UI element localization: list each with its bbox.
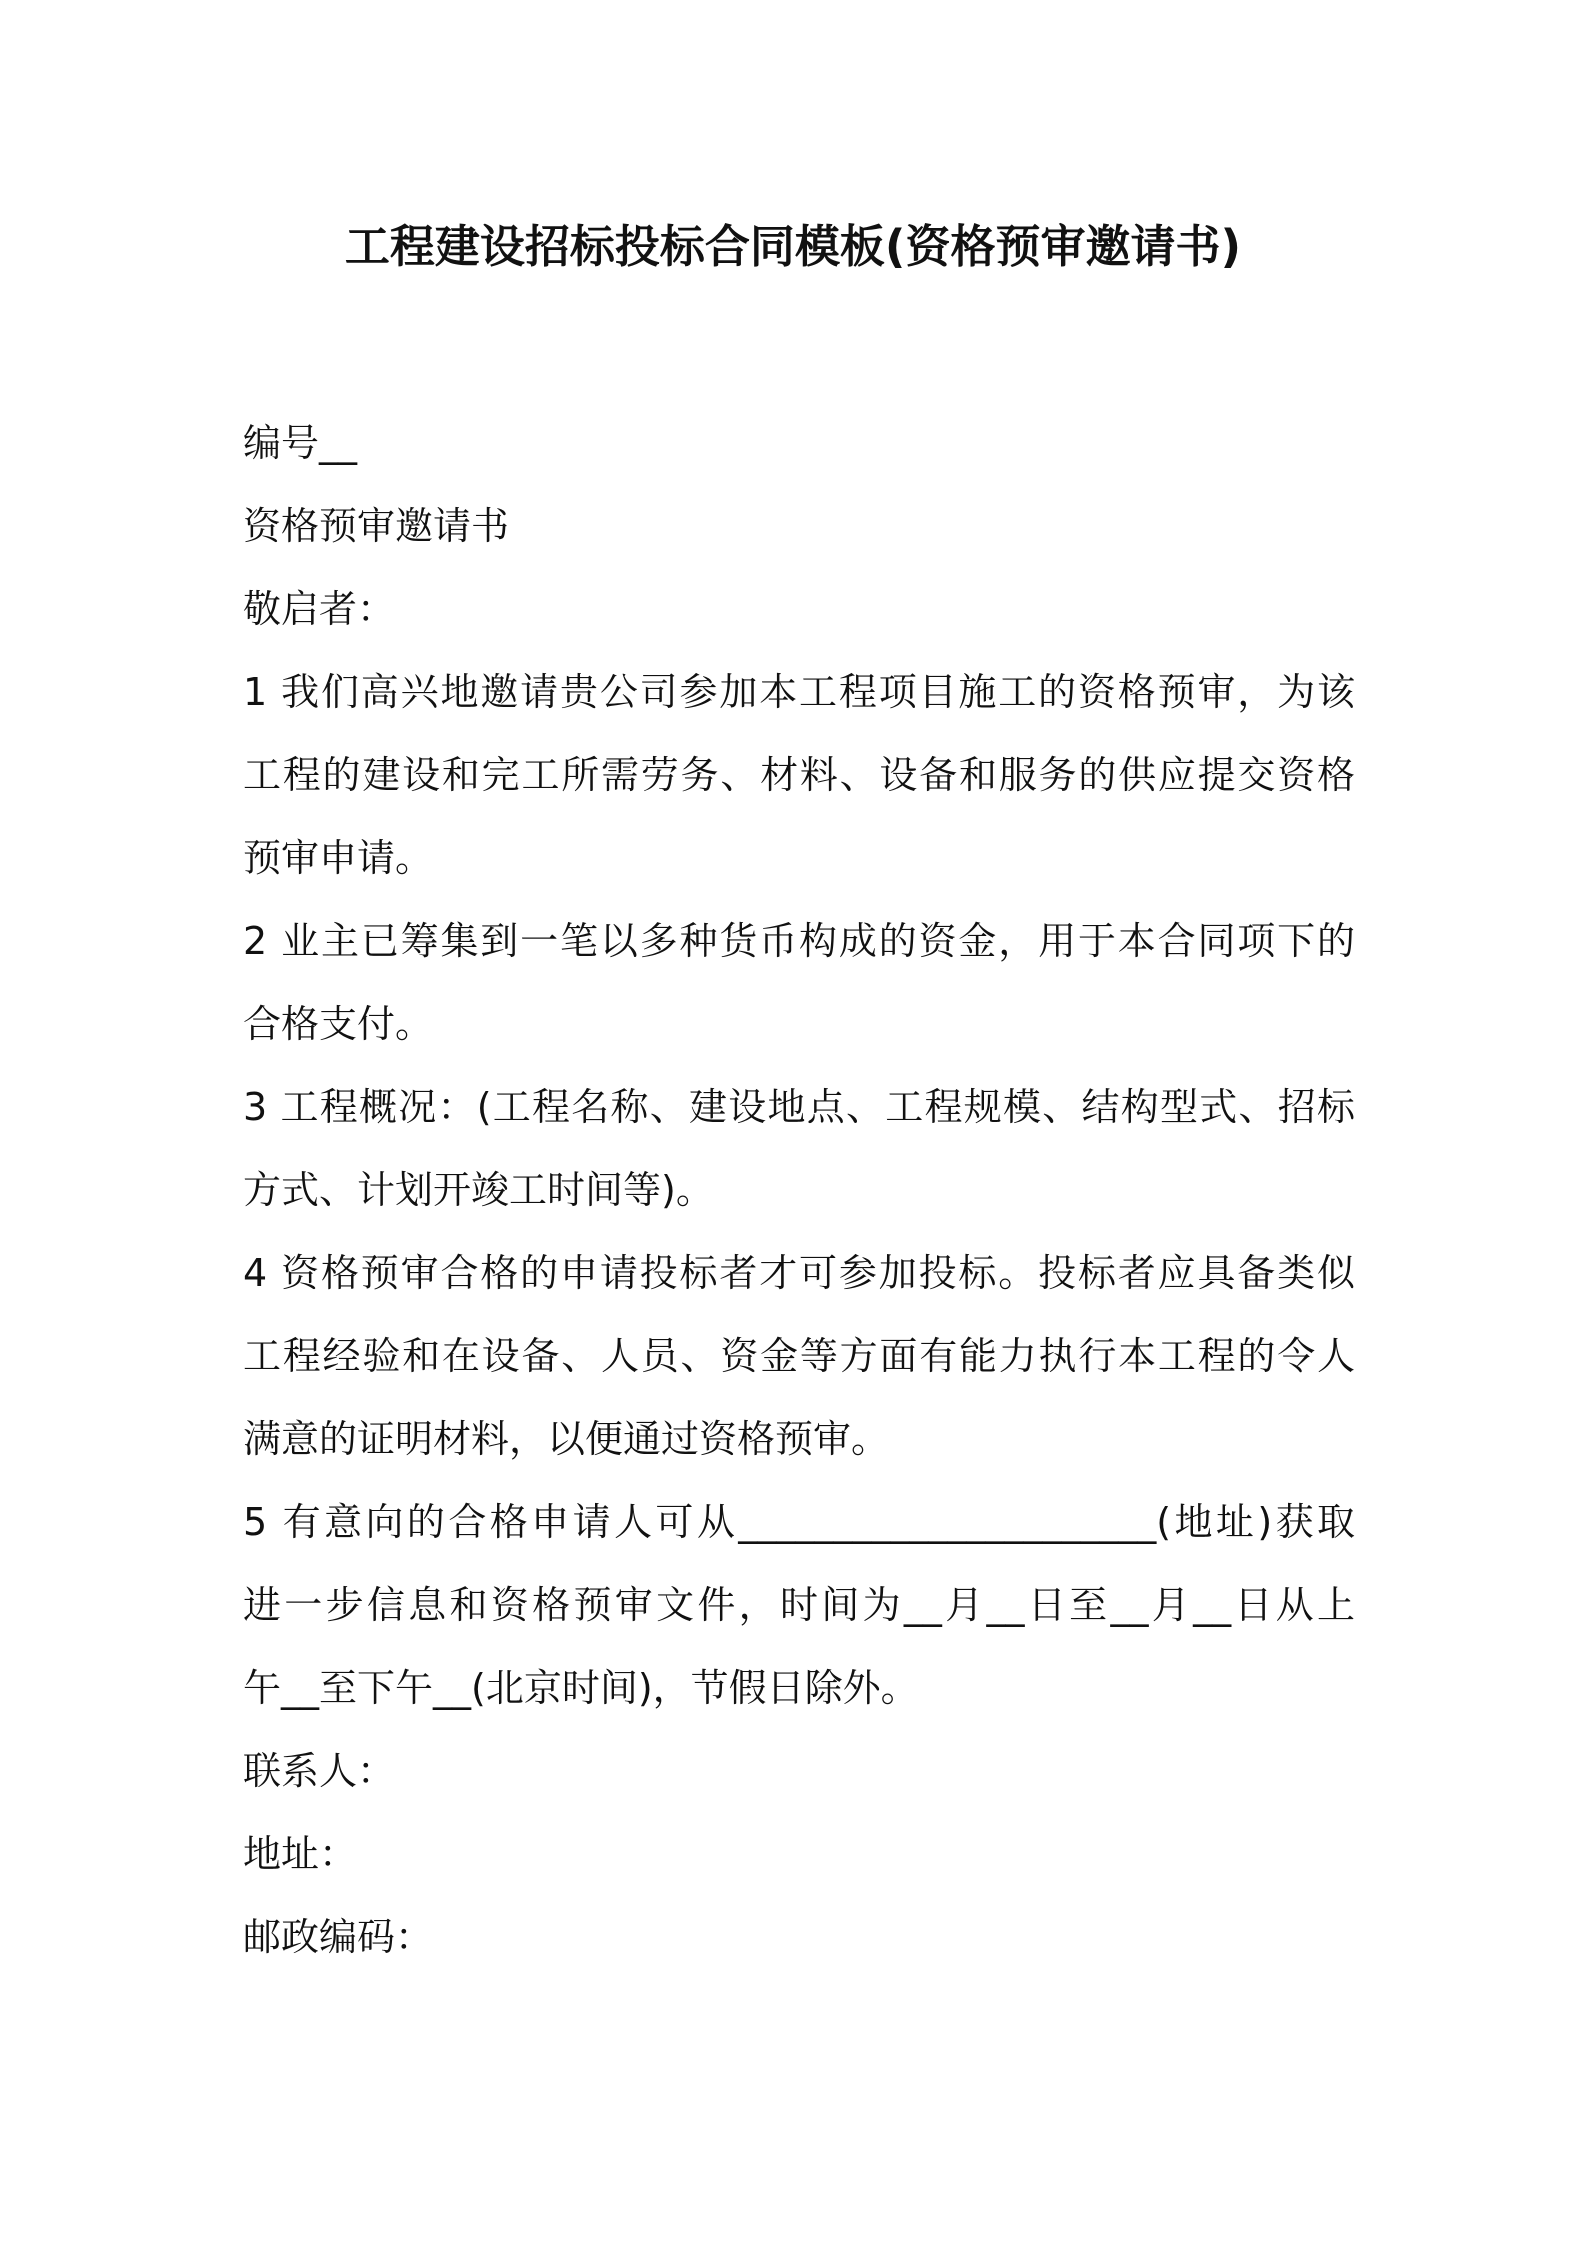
line-clause-2-b: 合格支付。 (243, 1002, 434, 1046)
line-clause-4-a: 4 资格预审合格的申请投标者才可参加投标。投标者应具备类似 (243, 1251, 1355, 1295)
line-serial-number: 编号__ (243, 421, 358, 465)
line-clause-2-a: 2 业主已筹集到一笔以多种货币构成的资金，用于本合同项下的 (243, 919, 1355, 963)
line-clause-4-b: 工程经验和在设备、人员、资金等方面有能力执行本工程的令人 (243, 1334, 1355, 1378)
line-clause-3-a: 3 工程概况：(工程名称、建设地点、工程规模、结构型式、招标 (243, 1085, 1355, 1129)
line-clause-3-b: 方式、计划开竣工时间等)。 (243, 1168, 714, 1212)
line-clause-5-b: 进一步信息和资格预审文件，时间为__月__日至__月__日从上 (243, 1583, 1355, 1627)
line-salutation: 敬启者： (243, 587, 396, 631)
line-clause-1-a: 1 我们高兴地邀请贵公司参加本工程项目施工的资格预审，为该 (243, 670, 1355, 714)
document-title: 工程建设招标投标合同模板(资格预审邀请书) (344, 220, 1242, 273)
line-subtitle: 资格预审邀请书 (243, 504, 510, 548)
line-contact-person: 联系人： (243, 1749, 396, 1793)
line-clause-4-c: 满意的证明材料，以便通过资格预审。 (243, 1417, 890, 1461)
line-clause-5-a: 5 有意向的合格申请人可从______________________(地址)获取 (243, 1500, 1355, 1544)
line-postal-code: 邮政编码： (243, 1915, 434, 1959)
line-clause-5-c: 午__至下午__(北京时间)，节假日除外。 (243, 1666, 919, 1710)
line-clause-1-b: 工程的建设和完工所需劳务、材料、设备和服务的供应提交资格 (243, 753, 1355, 797)
line-clause-1-c: 预审申请。 (243, 836, 434, 880)
document-body (243, 402, 1355, 1979)
line-address: 地址： (243, 1832, 358, 1876)
